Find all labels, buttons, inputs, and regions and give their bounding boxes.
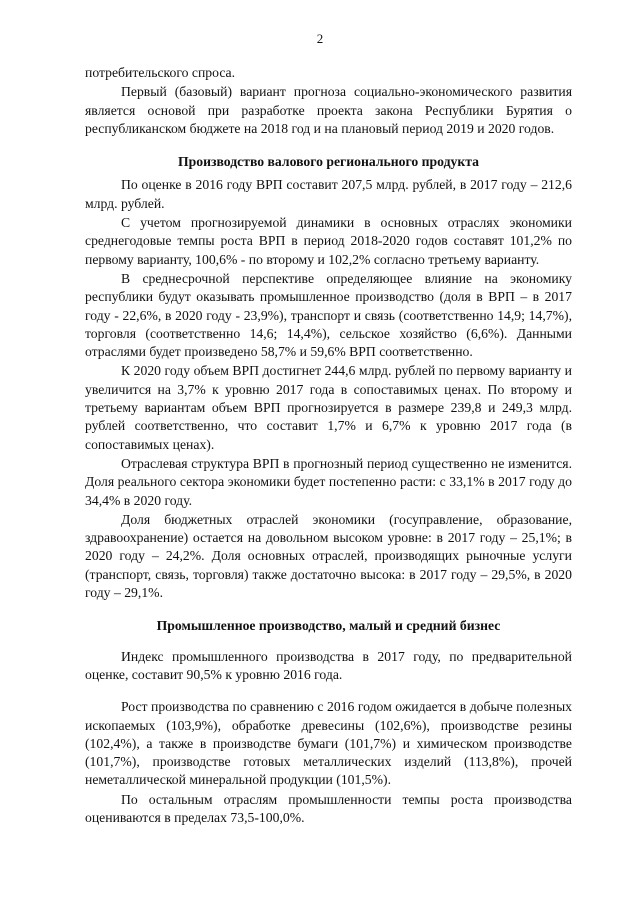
intro-continuation: потребительского спроса. bbox=[85, 65, 236, 80]
paragraph-industry-index: Индекс промышленного производства в 2017 году, по предварительной оценке, составит 90,5% к уровню 2016 года. bbox=[85, 648, 572, 682]
paragraph-gap bbox=[85, 684, 572, 698]
section-heading-industry: Промышленное производство, малый и средний бизнес bbox=[156, 618, 501, 634]
section-heading-grp: Производство валового регионального продукта bbox=[178, 154, 479, 170]
paragraph-grp-growth-rates: С учетом прогнозируемой динамики в основных отраслях экономики среднегодовые темпы роста ВРП в период 2018-2020 годов составят 101,2% по первому варианту, 100,6% - по второму и 102,2% согласно третьему варианту. bbox=[85, 215, 572, 267]
document-body bbox=[85, 64, 572, 827]
paragraph-grp-budget-sectors: Доля бюджетных отраслей экономики (госуправление, образование, здравоохранение) остается на довольном высоком уровне: в 2017 году – 25,1%; в 2020 году – 24,2%. Доля основных отраслей, производящих рыночные услуги (транспорт, связь, торговля) также достаточно высока: в 2017 году – 29,5%, в 2020 году – 29,1%. bbox=[85, 511, 572, 601]
paragraph-grp-industries: В среднесрочной перспективе определяющее влияние на экономику республики будут оказывать промышленное производство (доля в ВРП – в 2017 году - 22,6%, в 2020 году - 23,9%), транспорт и связь (соответственно 14,9; 14,7%), торговля (соответственно 14,6; 14,4%), сельское хозяйство (6,6%). Данными отраслями будет произведено 58,7% и 59,6% ВРП соответственно. bbox=[85, 270, 572, 360]
intro-paragraph: Первый (базовый) вариант прогноза социально-экономического развития является основой при разработке проекта закона Республики Бурятия о республиканском бюджете на 2018 год и на плановый период 2019 и 2020 годов. bbox=[85, 84, 572, 136]
paragraph-grp-structure: Отраслевая структура ВРП в прогнозный период существенно не изменится. Доля реального сектора экономики будет постепенно расти: с 33,1% в 2017 году до 34,4% в 2020 году. bbox=[85, 455, 572, 508]
paragraph-grp-estimate: По оценке в 2016 году ВРП составит 207,5 млрд. рублей, в 2017 году – 212,6 млрд. рублей. bbox=[85, 177, 572, 211]
page-number: 2 bbox=[316, 31, 324, 46]
paragraph-industry-growth: Рост производства по сравнению с 2016 годом ожидается в добыче полезных ископаемых (103,9%), обработке древесины (102,6%), производстве резины (102,4%), а также в производстве бумаги (101,7%) и химическом производстве (101,7%), производстве готовых металлических изделий (113,8%), прочей неметаллической минеральной продукции (101,5%). bbox=[85, 699, 572, 788]
paragraph-grp-2020: К 2020 году объем ВРП достигнет 244,6 млрд. рублей по первому варианту и увеличится на 3,7% к уровню 2017 года в сопоставимых ценах. По второму и третьему вариантам объем ВРП прогнозируется в размере 239,8 и 249,3 млрд. рублей соответственно, что составит 1,7% и 6,7% к уровню 2017 года (в сопоставимых ценах). bbox=[85, 363, 572, 452]
paragraph-industry-other: По остальным отраслям промышленности темпы роста производства оцениваются в пределах 73,5-100,0%. bbox=[85, 791, 572, 825]
